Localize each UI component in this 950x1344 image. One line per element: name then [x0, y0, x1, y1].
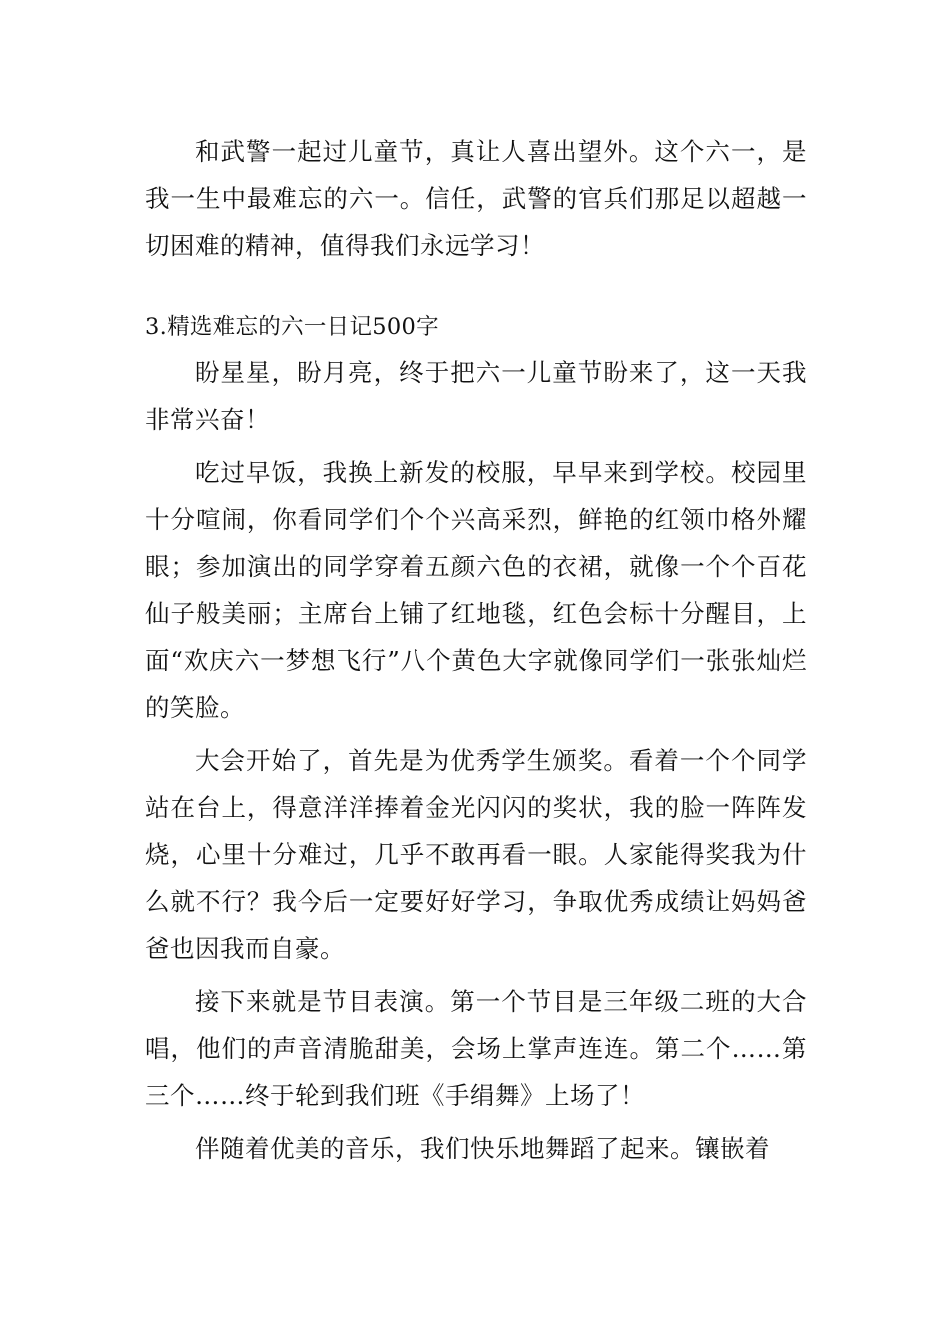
paragraph-1: 盼星星，盼月亮，终于把六一儿童节盼来了，这一天我非常兴奋！: [145, 358, 807, 434]
paragraph-3: 大会开始了，首先是为优秀学生颁奖。看着一个个同学站在台上，得意洋洋捧着金光闪闪的奖状，我的脸一阵阵发烧，心里十分难过，几乎不敢再看一眼。人家能得奖我为什么就不行？我今后一定要好好学习，争取优秀成绩让妈妈爸爸也因我而自豪。: [145, 746, 807, 963]
paragraph-closing-previous-entry: 和武警一起过儿童节，真让人喜出望外。这个六一，是我一生中最难忘的六一。信任，武警的官兵们那足以超越一切困难的精神，值得我们永远学习！: [145, 137, 807, 260]
paragraph-5: 伴随着优美的音乐，我们快乐地舞蹈了起来。镶嵌着: [195, 1134, 770, 1163]
section-spacer: [145, 269, 807, 305]
document-page: [145, 128, 807, 1172]
paragraph-2: 吃过早饭，我换上新发的校服，早早来到学校。校园里十分喧闹，你看同学们个个兴高采烈，鲜艳的红领巾格外耀眼；参加演出的同学穿着五颜六色的衣裙，就像一个个百花仙子般美丽；主席台上铺了红地毯，红色会标十分醒目，上面“欢庆六一梦想飞行”八个黄色大字就像同学们一张张灿烂的笑脸。: [145, 458, 807, 722]
section-heading: 3.精选难忘的六一日记500字: [145, 314, 439, 340]
paragraph-4: 接下来就是节目表演。第一个节目是三年级二班的大合唱，他们的声音清脆甜美，会场上掌声连连。第二个……第三个……终于轮到我们班《手绢舞》上场了！: [145, 987, 807, 1110]
